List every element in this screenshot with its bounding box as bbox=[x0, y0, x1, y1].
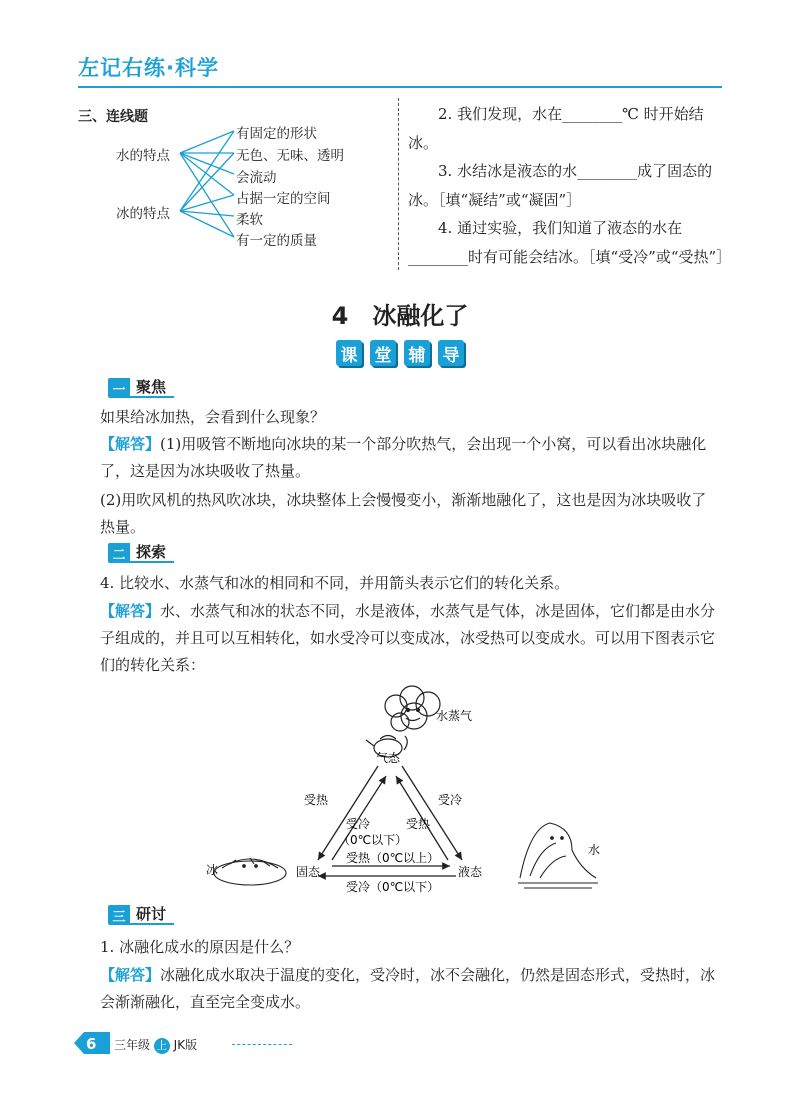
tag-explore bbox=[108, 543, 174, 563]
footer-edition: 三年级 上 JK版 bbox=[114, 1038, 198, 1052]
answer-label: 【解答】 bbox=[100, 435, 161, 453]
match-left-ice: 冰的特点 bbox=[116, 206, 170, 222]
section3-heading: 三、连线题 bbox=[78, 109, 148, 125]
label-inner-cold: 受冷 bbox=[346, 817, 371, 831]
question-4: 4. 通过实验，我们知道了液态的水在________时有可能会结冰。［填“受冷”或“受热”］ bbox=[408, 219, 732, 266]
focus-answer-1: 【解答】(1)用吸管不断地向冰块的某一个部分吹热气，会出现一个小窝，可以看出冰块融化了，这是因为冰块吸收了热量。 bbox=[100, 435, 707, 480]
label-liquid: 液态 bbox=[458, 865, 483, 879]
state-transition-diagram bbox=[200, 678, 620, 898]
focus-question: 如果给冰加热，会看到什么现象？ bbox=[100, 408, 326, 426]
match-left-water: 水的特点 bbox=[116, 148, 170, 164]
page-number: 6 bbox=[86, 1035, 97, 1053]
lesson-title: 4 冰融化了 bbox=[331, 302, 469, 330]
label-ice: 冰 bbox=[206, 863, 219, 877]
question-3: 3. 水结冰是液态的水________成了固态的冰。［填“凝结”或“凝固”］ bbox=[408, 162, 713, 209]
water-wave-icon bbox=[518, 823, 601, 888]
match-right-2: 无色、无味、透明 bbox=[236, 148, 344, 164]
term-badge: 上 bbox=[154, 1038, 170, 1054]
cloud-icon bbox=[385, 686, 440, 750]
match-right-6: 有一定的质量 bbox=[236, 233, 317, 249]
tag-label: 研讨 bbox=[130, 905, 174, 925]
match-right-1: 有固定的形状 bbox=[236, 126, 317, 142]
tag-number: 一 bbox=[108, 378, 130, 398]
tutor-char: 辅 bbox=[404, 340, 430, 366]
match-right-5: 柔软 bbox=[236, 212, 263, 228]
tutor-char: 堂 bbox=[370, 340, 396, 366]
tutor-banner bbox=[0, 340, 800, 366]
label-water: 水 bbox=[588, 843, 601, 857]
answer-label: 【解答】 bbox=[100, 966, 161, 984]
match-right-4: 占据一定的空间 bbox=[236, 191, 331, 207]
tag-label: 探索 bbox=[130, 543, 174, 563]
tag-discuss bbox=[108, 905, 174, 925]
label-bottom-inner: 受热（0℃以上） bbox=[346, 851, 440, 865]
explore-answer: 【解答】水、水蒸气和冰的状态不同，水是液体，水蒸气是气体，冰是固体，它们都是由水分子组成的，并且可以互相转化，如水受冷可以变成冰，冰受热可以变成水。可以用下图表示它们的转化关系： bbox=[100, 602, 716, 674]
discuss-question: 1. 冰融化成水的原因是什么？ bbox=[100, 938, 300, 956]
arrow-gas-to-liquid bbox=[402, 766, 462, 860]
label-right-outer: 受冷 bbox=[438, 793, 463, 807]
tutor-char: 课 bbox=[336, 340, 362, 366]
label-left-outer: 受热 bbox=[304, 793, 329, 807]
page-number-badge bbox=[74, 1030, 112, 1056]
focus-answer-2: (2)用吹风机的热风吹冰块，冰块整体上会慢慢变小，渐渐地融化了，这也是因为冰块吸收了热量。 bbox=[100, 491, 707, 536]
header-title: 左记右练·科学 bbox=[78, 56, 219, 80]
tag-focus bbox=[108, 378, 174, 398]
tag-number: 三 bbox=[108, 905, 130, 925]
discuss-answer: 【解答】冰融化成水取决于温度的变化，受冷时，冰不会融化，仍然是固态形式，受热时，冰会渐渐融化，直至完全变成水。 bbox=[100, 966, 716, 1011]
tutor-char: 导 bbox=[438, 340, 464, 366]
answer-label: 【解答】 bbox=[100, 602, 161, 620]
footer-rule bbox=[232, 1044, 292, 1045]
label-vapor: 水蒸气 bbox=[436, 709, 473, 723]
matching-lines bbox=[0, 0, 400, 260]
label-inner-cond: （0℃以下） bbox=[338, 833, 408, 847]
explore-question: 4. 比较水、水蒸气和冰的相同和不同，并用箭头表示它们的转化关系。 bbox=[100, 574, 570, 592]
ice-block-icon bbox=[214, 858, 286, 885]
column-divider bbox=[398, 98, 399, 270]
tag-number: 二 bbox=[108, 543, 130, 563]
question-2: 2. 我们发现，水在________℃ 时开始结冰。 bbox=[408, 105, 704, 152]
label-inner-hot: 受热 bbox=[406, 817, 431, 831]
match-right-3: 会流动 bbox=[236, 170, 277, 186]
label-solid: 固态 bbox=[296, 865, 321, 879]
label-bottom-outer: 受冷（0℃以下） bbox=[346, 880, 440, 894]
label-gas: 气态 bbox=[376, 751, 401, 765]
tag-label: 聚焦 bbox=[130, 378, 174, 398]
